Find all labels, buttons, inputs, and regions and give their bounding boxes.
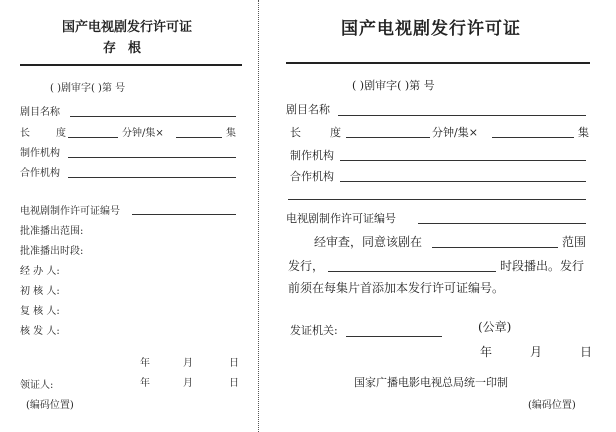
stub-label-time: 批准播出时段:	[20, 246, 84, 257]
stub-header-rule	[20, 64, 242, 66]
cert-date-day: 日	[580, 345, 593, 359]
stub-date-day: 日	[229, 358, 239, 369]
cert-blank-line[interactable]	[288, 199, 586, 200]
cert-seal: (公章)	[478, 320, 512, 334]
cert-label-name: 剧目名称	[286, 103, 330, 116]
stub-label-scope: 批准播出范围:	[20, 226, 84, 237]
cert-label-prod-license: 电视剧制作许可证编号	[286, 212, 396, 225]
cert-body-line1-a: 经审查，同意该剧在	[314, 235, 423, 249]
stub-name-field[interactable]	[70, 116, 236, 117]
cert-date-month: 月	[530, 345, 543, 359]
cert-minutes-field[interactable]	[346, 137, 430, 138]
stub-label-length-b: 度	[56, 128, 66, 139]
cert-label-ep: 集	[578, 126, 589, 139]
stub-label-per-ep: 分钟/集×	[122, 128, 164, 139]
cert-body-line2-b: 时段播出。发行	[500, 259, 585, 273]
stub-label-prod-license: 电视剧制作许可证编号	[20, 206, 120, 217]
stub-producer-field[interactable]	[68, 157, 236, 158]
cert-prod-license-field[interactable]	[418, 223, 586, 224]
stub-date-month: 月	[183, 358, 193, 369]
stub-minutes-field[interactable]	[68, 137, 118, 138]
stub-prod-license-field[interactable]	[132, 214, 236, 215]
stub-episodes-field[interactable]	[176, 137, 222, 138]
cert-body-line2-a: 发行，	[288, 259, 325, 273]
cert-cooperator-field[interactable]	[340, 181, 586, 182]
cert-scope-field[interactable]	[432, 247, 558, 248]
cert-number-line: ( )剧审字( )第 号	[352, 79, 435, 92]
stub-date-year: 年	[140, 358, 150, 369]
cert-printed-by: 国家广播电影电视总局统一印制	[354, 376, 508, 389]
stub-cooperator-field[interactable]	[68, 177, 236, 178]
cert-label-issuing-org: 发证机关:	[290, 324, 338, 337]
stub-subtitle: 存根	[103, 41, 154, 56]
cert-issuing-org-field[interactable]	[346, 336, 442, 337]
stub-label-issuer: 核 发 人:	[20, 326, 60, 337]
stub-label-length-a: 长	[20, 128, 30, 139]
stub-code-position: (编码位置)	[26, 400, 74, 411]
cert-date-year: 年	[480, 345, 493, 359]
stub-label-receiver: 领证人:	[20, 380, 54, 391]
perforation-line	[258, 0, 259, 432]
stub-label-name: 剧目名称	[20, 107, 60, 118]
stub-label-preliminary: 初 核 人:	[20, 286, 60, 297]
cert-label-producer: 制作机构	[290, 149, 334, 162]
stub-label-handler: 经 办 人:	[20, 266, 60, 277]
cert-header-rule	[286, 62, 590, 64]
stub-label-producer: 制作机构	[20, 148, 60, 159]
cert-label-cooperator: 合作机构	[290, 170, 334, 183]
stub-label-recheck: 复 核 人:	[20, 306, 60, 317]
cert-code-position: (编码位置)	[528, 400, 576, 411]
cert-body-line1-b: 范围	[562, 235, 587, 249]
cert-label-length-b: 度	[330, 126, 341, 139]
stub-label-ep: 集	[226, 128, 236, 139]
cert-body-line3: 前须在每集片首添加本发行许可证编号。	[288, 281, 505, 295]
cert-label-per-ep: 分钟/集×	[432, 126, 478, 139]
cert-name-field[interactable]	[338, 115, 586, 116]
cert-episodes-field[interactable]	[492, 137, 574, 138]
stub-title: 国产电视剧发行许可证	[62, 20, 193, 35]
cert-title: 国产电视剧发行许可证	[341, 19, 521, 39]
cert-producer-field[interactable]	[340, 160, 586, 161]
stub-receipt-year: 年	[140, 378, 150, 389]
cert-time-field[interactable]	[328, 271, 496, 272]
stub-number-line: ( )剧审字( )第 号	[50, 83, 126, 94]
cert-label-length-a: 长	[290, 126, 301, 139]
stub-receipt-day: 日	[229, 378, 239, 389]
stub-label-cooperator: 合作机构	[20, 168, 60, 179]
stub-receipt-month: 月	[183, 378, 193, 389]
